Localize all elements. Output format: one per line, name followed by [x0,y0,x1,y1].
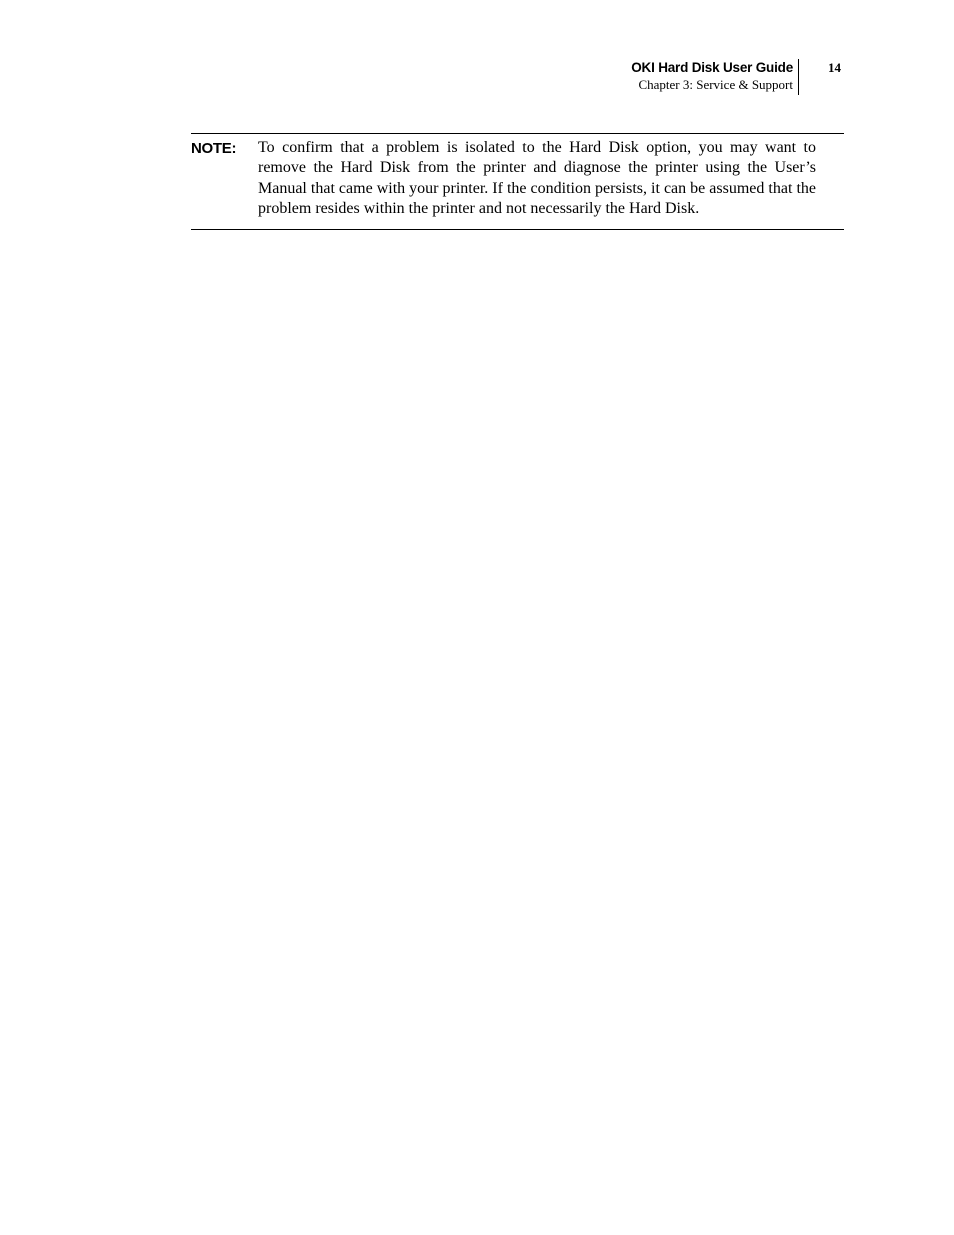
header-title: OKI Hard Disk User Guide [631,60,793,75]
running-header [631,59,799,95]
header-subtitle: Chapter 3: Service & Support [638,77,793,92]
note-block [191,133,844,230]
page-number: 14 [828,60,841,75]
note-text: To confirm that a problem is isolated to the Hard Disk option, you may want to remove the Hard Disk from the printer and diagnose the printer using the User’s Manual that came with your printer. If the condition persists, it can be assumed that the problem resides within the printer and not necessarily the Hard Disk. [258,139,816,218]
note-label: NOTE: [191,140,237,157]
